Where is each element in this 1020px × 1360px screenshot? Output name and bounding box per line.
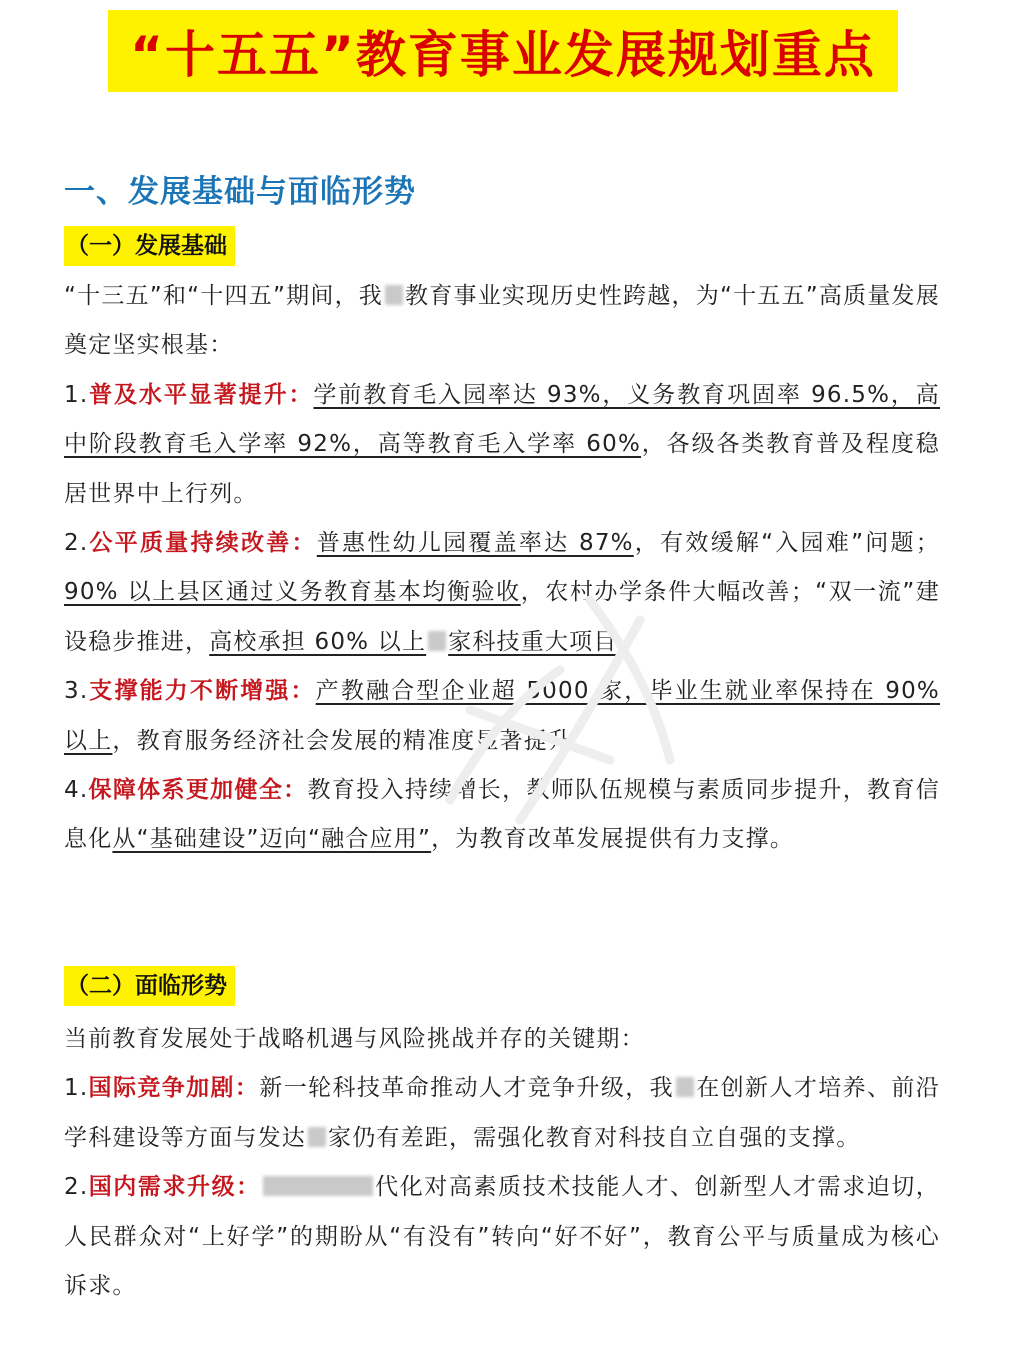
item-highlight: 产教融合型企业超 5000 家，毕业生就业率保持在 90% 以上 <box>64 678 940 754</box>
item-highlight: 90% 以上县区通过义务教育基本均衡验收 <box>64 579 521 606</box>
item-keyword: 支撑能力不断增强： <box>88 678 316 705</box>
item-highlight: 学前教育毛入园率达 93%，义务教育巩固率 96.5%，高中阶段教育毛入学率 92%，高等教育毛入学率 60% <box>64 381 940 458</box>
item-text: ，各级各类教育普及程度稳居世界中上行列。 <box>64 431 940 507</box>
item-highlight-part: 家科技重大项目 <box>448 628 618 655</box>
blurred-char <box>676 1077 694 1097</box>
item-text: 代化对高素质技术技能人才、创新型人才需求迫切，人民群众对“上好学”的期盼从“有没有”转向“好不好”，教育公平与质量成为核心诉求。 <box>64 1174 940 1300</box>
list-item <box>64 667 940 766</box>
item-text: ，教育服务经济社会发展的精准度显著提升。 <box>112 727 597 754</box>
item-text: ，有效缓解“入园难”问题； <box>633 530 940 557</box>
item-text: ，农村办学条件大幅改善；“双一流”建设稳步推进， <box>64 579 940 655</box>
list-item <box>64 1064 940 1163</box>
blurred-char <box>428 631 446 651</box>
list-item <box>64 766 940 865</box>
intro-text: “十三五”和“十四五”期间，我 <box>64 283 384 309</box>
item-number: 4. <box>64 777 89 804</box>
subsection-heading-foundation: （一）发展基础 <box>64 226 235 266</box>
blurred-text <box>263 1176 373 1196</box>
item-keyword: 国际竞争加剧： <box>88 1075 260 1102</box>
item-number: 1. <box>64 381 89 408</box>
item-text: ，为教育改革发展提供有力支撑。 <box>431 826 795 853</box>
item-highlight-part: 高校承担 60% 以上 <box>209 628 427 655</box>
intro-text: 教育事业实现历史性跨越，为“十五五”高质量发展奠定坚实根基： <box>64 283 940 359</box>
item-keyword: 国内需求升级： <box>88 1174 261 1201</box>
item-text: 教育投入持续增长，教师队伍规模与素质同步提升，教育信息化 <box>64 777 940 853</box>
list-item <box>64 1163 940 1311</box>
list-item <box>64 519 940 667</box>
foundation-body <box>64 272 940 865</box>
item-highlight: 普惠性幼儿园覆盖率达 87% <box>316 530 634 557</box>
item-text: 新一轮科技革命推动人才竞争升级，我 <box>259 1075 675 1102</box>
item-highlight <box>209 629 617 655</box>
item-highlight: 从“基础建设”迈向“融合应用” <box>112 826 432 853</box>
item-text: 在创新人才培养、前沿学科建设等方面与发达 <box>64 1075 940 1151</box>
situation-intro: 当前教育发展处于战略机遇与风险挑战并存的关键期： <box>64 1026 645 1052</box>
item-keyword: 普及水平显著提升： <box>88 381 314 408</box>
item-number: 2. <box>64 530 89 557</box>
item-number: 3. <box>64 678 89 705</box>
blurred-char <box>308 1127 326 1147</box>
list-item <box>64 371 940 519</box>
item-number: 1. <box>64 1075 89 1102</box>
item-text: 家仍有差距，需强化教育对科技自立自强的支撑。 <box>328 1124 861 1151</box>
foundation-intro <box>64 272 940 371</box>
subsection-heading-situation: （二）面临形势 <box>64 966 235 1006</box>
item-number: 2. <box>64 1174 89 1201</box>
item-keyword: 公平质量持续改善： <box>88 530 317 557</box>
section-heading: 一、发展基础与面临形势 <box>64 174 416 210</box>
page-title: “十五五”教育事业发展规划重点 <box>108 10 898 92</box>
item-keyword: 保障体系更加健全： <box>88 777 308 804</box>
item-text: 。 <box>617 628 642 655</box>
blurred-char <box>385 285 403 305</box>
situation-body <box>64 1015 940 1311</box>
